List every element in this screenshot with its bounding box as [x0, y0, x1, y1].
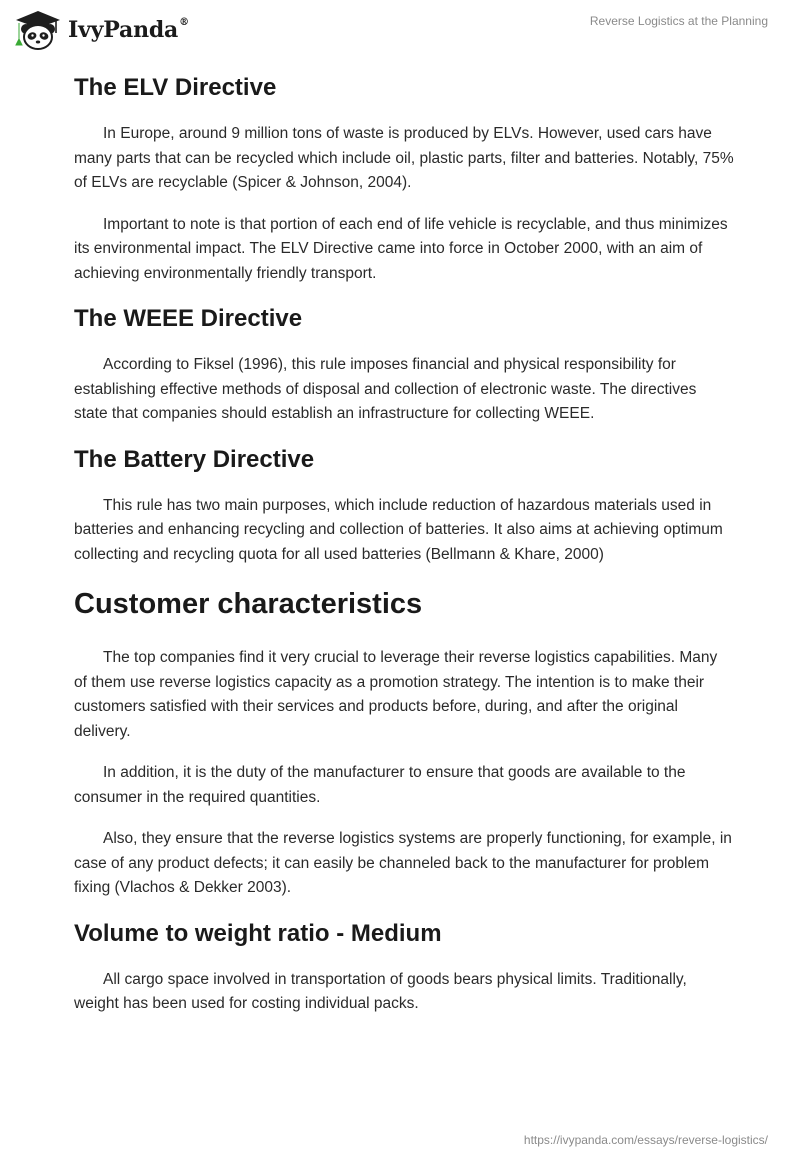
section-heading: Volume to weight ratio - Medium [74, 919, 442, 947]
page-header [0, 0, 800, 70]
section-customer-characteristics [74, 584, 734, 901]
paragraph: Important to note is that portion of each end of life vehicle is recyclable, and thus minimizes its environmental impact. The ELV Directive came into force in October 2000, with an aim of achieving environmentally friendly transport. [74, 215, 728, 282]
section-weee-directive [74, 303, 734, 427]
panda-graduate-icon [14, 9, 62, 51]
section-battery-directive [74, 444, 734, 568]
paragraph: All cargo space involved in transportation of goods bears physical limits. Traditionally, weight has been used for costing individual packs. [74, 970, 687, 1012]
source-url-link[interactable]: https://ivypanda.com/essays/reverse-logistics/ [523, 1133, 768, 1147]
ivypanda-logo[interactable] [14, 9, 189, 51]
paragraph: In Europe, around 9 million tons of waste is produced by ELVs. However, used cars have many parts that can be recycled which include oil, plastic parts, filter and batteries. Notably, 75% of ELVs are recyclable (Spicer & Johnson, 2004). [74, 125, 734, 191]
brand-name: IvyPanda® [68, 16, 189, 43]
section-heading: The WEEE Directive [74, 305, 303, 332]
paragraph: According to Fiksel (1996), this rule imposes financial and physical responsibility for establishing effective methods of disposal and collection of electronic waste. The directives state that companies should establish an infrastructure for collecting WEEE. [74, 356, 697, 422]
section-heading: The ELV Directive [74, 74, 277, 101]
section-elv-directive [74, 72, 734, 286]
paragraph: The top companies find it very crucial to leverage their reverse logistics capabilities. Many of them use reverse logistics capacity as a promotion strategy. The intention is to make their customers satisfied with their services and products before, during, and after the original delivery. [74, 649, 718, 740]
section-heading: The Battery Directive [74, 445, 315, 473]
paragraph: In addition, it is the duty of the manufacturer to ensure that goods are available to the consumer in the required quantities. [74, 764, 686, 806]
essay-content [74, 72, 734, 1034]
paragraph: This rule has two main purposes, which include reduction of hazardous materials used in batteries and enhancing recycling and collection of batteries. It also aims at achieving optimum collecting and recycling quota for all used batteries (Bellmann & Khare, 2000) [74, 496, 723, 563]
paragraph: Also, they ensure that the reverse logistics systems are properly functioning, for example, in case of any product defects; it can easily be channeled back to the manufacturer for problem fixing (Vlachos & Dekker 2003). [74, 830, 732, 896]
section-volume-weight-ratio [74, 918, 734, 1017]
section-heading-main: Customer characteristics [74, 588, 423, 620]
document-title: Reverse Logistics at the Planning [589, 14, 768, 28]
